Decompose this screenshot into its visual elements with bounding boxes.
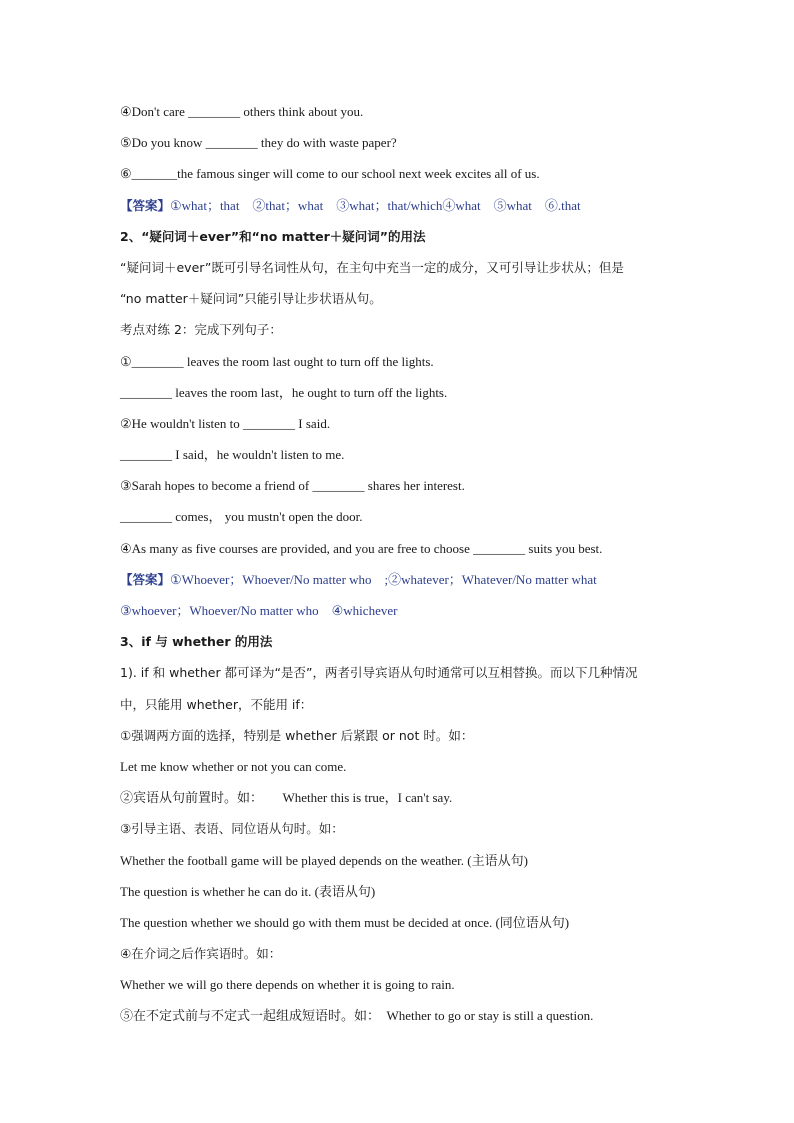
line-text: ③Sarah hopes to become a friend of ________ shares her interest. bbox=[120, 478, 465, 494]
text-line bbox=[120, 751, 690, 782]
text-line bbox=[120, 470, 690, 501]
text-line bbox=[120, 876, 690, 907]
answer-line bbox=[120, 564, 690, 595]
section-heading bbox=[120, 221, 690, 252]
line-text: 3、if 与 whether 的用法 bbox=[120, 634, 273, 650]
line-text: ③引导主语、表语、同位语从句时。如： bbox=[120, 821, 344, 837]
line-text: Whether we will go there depends on whether it is going to rain. bbox=[120, 977, 455, 993]
line-text: Whether the football game will be played depends on the weather. (主语从句) bbox=[120, 852, 528, 868]
text-line bbox=[120, 720, 690, 751]
line-text: ①________ leaves the room last ought to turn off the lights. bbox=[120, 353, 434, 369]
text-line bbox=[120, 938, 690, 969]
text-line bbox=[120, 689, 690, 720]
document-page bbox=[120, 96, 690, 1032]
line-text: ________ comes， you mustn't open the door. bbox=[120, 509, 363, 525]
text-line bbox=[120, 657, 690, 688]
text-line bbox=[120, 377, 690, 408]
text-line bbox=[120, 533, 690, 564]
section-heading bbox=[120, 626, 690, 657]
text-line bbox=[120, 314, 690, 345]
line-text: ④As many as five courses are provided, and you are free to choose ________ suits you best. bbox=[120, 540, 603, 556]
line-text: ⑤在不定式前与不定式一起组成短语时。如： Whether to go or stay is still a question. bbox=[120, 1008, 594, 1024]
text-line bbox=[120, 813, 690, 844]
line-text: ________ leaves the room last，he ought to turn off the lights. bbox=[120, 384, 448, 400]
line-text: Let me know whether or not you can come. bbox=[120, 758, 347, 774]
answer-line bbox=[120, 190, 690, 221]
text-line bbox=[120, 127, 690, 158]
text-line bbox=[120, 252, 690, 283]
line-text: ⑤Do you know ________ they do with waste paper? bbox=[120, 135, 397, 151]
text-line bbox=[120, 969, 690, 1000]
line-text: ①Whoever；Whoever/No matter who ;②whatever；Whatever/No matter what bbox=[170, 571, 597, 587]
line-text: 2、“疑问词＋ever”和“no matter＋疑问词”的用法 bbox=[120, 228, 426, 244]
text-line bbox=[120, 907, 690, 938]
line-text: ④在介词之后作宾语时。如： bbox=[120, 946, 282, 962]
line-text: ________ I said，he wouldn't listen to me. bbox=[120, 447, 345, 463]
text-line bbox=[120, 158, 690, 189]
answer-tag: 【答案】 bbox=[120, 571, 171, 587]
text-line bbox=[120, 96, 690, 127]
text-line bbox=[120, 1000, 690, 1031]
line-text: ⑥_______the famous singer will come to our school next week excites all of us. bbox=[120, 166, 540, 182]
line-text: The question whether we should go with them must be decided at once. (同位语从句) bbox=[120, 914, 570, 930]
line-text: ①强调两方面的选择，特别是 whether 后紧跟 or not 时。如： bbox=[120, 727, 474, 743]
text-line bbox=[120, 283, 690, 314]
text-line bbox=[120, 346, 690, 377]
line-text: ②宾语从句前置时。如： Whether this is true，I can't say. bbox=[120, 790, 453, 806]
answer-line bbox=[120, 595, 690, 626]
text-line bbox=[120, 408, 690, 439]
line-text: ④Don't care ________ others think about you. bbox=[120, 104, 364, 119]
text-line bbox=[120, 501, 690, 532]
line-text: 1). if 和 whether 都可译为“是否”，两者引导宾语从句时通常可以互相替换。而以下几种情况 bbox=[120, 665, 638, 681]
line-text: 中，只能用 whether，不能用 if： bbox=[120, 696, 313, 712]
answer-tag: 【答案】 bbox=[120, 197, 171, 213]
line-text: 考点对练 2：完成下列句子： bbox=[120, 322, 282, 338]
line-text: ②He wouldn't listen to ________ I said. bbox=[120, 415, 331, 431]
line-text: The question is whether he can do it. (表语从句) bbox=[120, 883, 376, 899]
text-line bbox=[120, 439, 690, 470]
line-text: ③whoever；Whoever/No matter who ④whichever bbox=[120, 603, 398, 618]
line-text: ①what；that ②that；what ③what；that/which④what ⑤what ⑥.that bbox=[170, 197, 581, 213]
line-text: “no matter＋疑问词”只能引导让步状语从句。 bbox=[120, 291, 382, 307]
text-line bbox=[120, 845, 690, 876]
line-text: “疑问词＋ever”既可引导名词性从句，在主句中充当一定的成分，又可引导让步状从；但是 bbox=[120, 259, 624, 275]
text-line bbox=[120, 782, 690, 813]
